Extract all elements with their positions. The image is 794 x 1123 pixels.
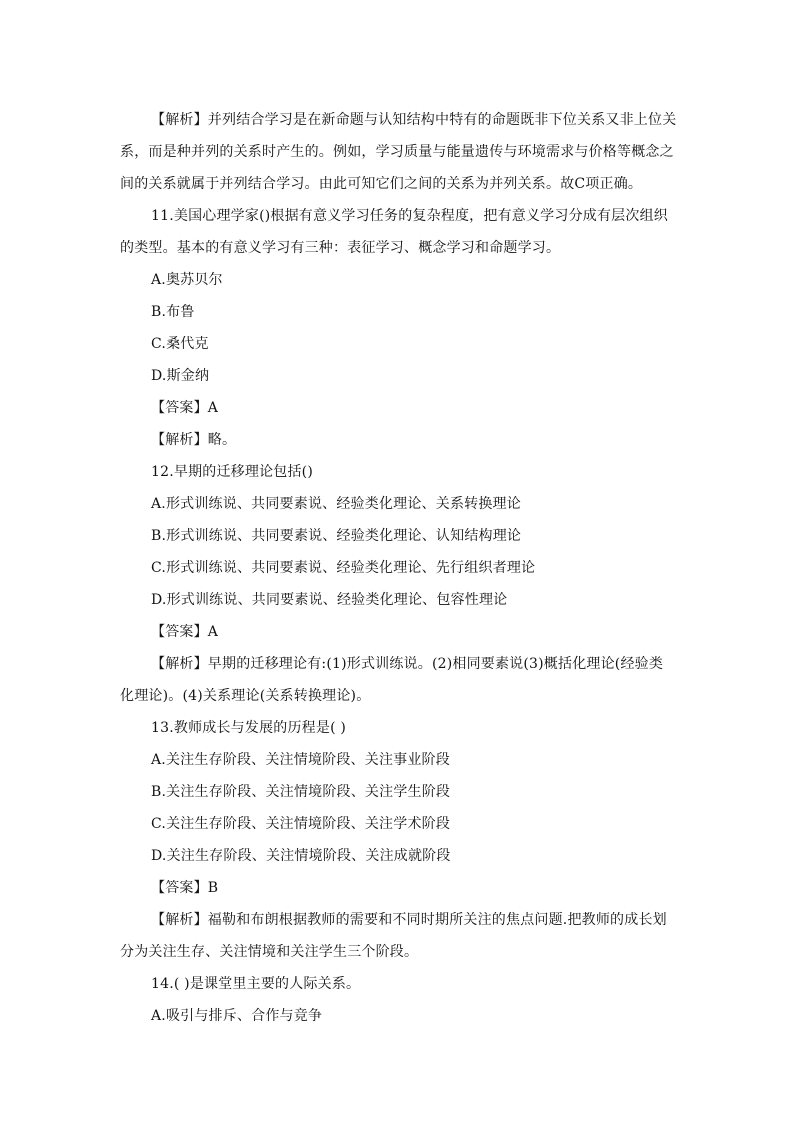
analysis-text-line: 【解析】早期的迁移理论有:(1)形式训练说。(2)相同要素说(3)概括化理论(经验类: [151, 656, 664, 672]
analysis-text-line: 【解析】福勒和布朗根据教师的需要和不同时期所关注的焦点问题.把教师的成长划: [151, 912, 667, 928]
option-a: A.奥苏贝尔: [151, 272, 223, 288]
option-c: C.桑代克: [151, 336, 209, 352]
option-c: C.关注生存阶段、关注情境阶段、关注学术阶段: [151, 816, 451, 832]
option-b: B.形式训练说、共同要素说、经验类化理论、认知结构理论: [151, 528, 522, 544]
option-d: D.斯金纳: [151, 368, 210, 384]
analysis-text-line: 系，而是种并列的关系时产生的。例如，学习质量与能量遗传与环境需求与价格等概念之: [120, 144, 674, 160]
option-a: A.吸引与排斥、合作与竞争: [151, 1008, 323, 1024]
answer-label: 【答案】A: [151, 624, 219, 640]
answer-label: 【答案】A: [151, 400, 219, 416]
analysis-text-line: 化理论)。(4)关系理论(关系转换理论)。: [120, 688, 371, 704]
option-a: A.形式训练说、共同要素说、经验类化理论、关系转换理论: [151, 496, 521, 512]
option-b: B.关注生存阶段、关注情境阶段、关注学生阶段: [151, 784, 451, 800]
option-b: B.布鲁: [151, 304, 195, 320]
question-13-text: 13.教师成长与发展的历程是( ): [151, 720, 347, 736]
option-a: A.关注生存阶段、关注情境阶段、关注事业阶段: [151, 752, 450, 768]
question-12-text: 12.早期的迁移理论包括(): [151, 464, 313, 480]
analysis-text-line: 分为关注生存、关注情境和关注学生三个阶段。: [120, 944, 419, 960]
option-d: D.形式训练说、共同要素说、经验类化理论、包容性理论: [151, 592, 508, 608]
analysis-text-line: 【解析】略。: [151, 432, 237, 448]
option-c: C.形式训练说、共同要素说、经验类化理论、先行组织者理论: [151, 560, 536, 576]
question-11-text: 的类型。基本的有意义学习有三种：表征学习、概念学习和命题学习。: [120, 240, 561, 256]
question-11-text: 11.美国心理学家()根据有意义学习任务的复杂程度，把有意义学习分成有层次组织: [151, 208, 668, 224]
analysis-text-line: 间的关系就属于并列结合学习。由此可知它们之间的关系为并列关系。故C项正确。: [120, 176, 643, 192]
analysis-text-line: 【解析】并列结合学习是在新命题与认知结构中特有的命题既非下位关系又非上位关: [151, 112, 677, 128]
answer-label: 【答案】B: [151, 880, 219, 896]
option-d: D.关注生存阶段、关注情境阶段、关注成就阶段: [151, 848, 451, 864]
question-14-text: 14.( )是课堂里主要的人际关系。: [151, 976, 361, 992]
